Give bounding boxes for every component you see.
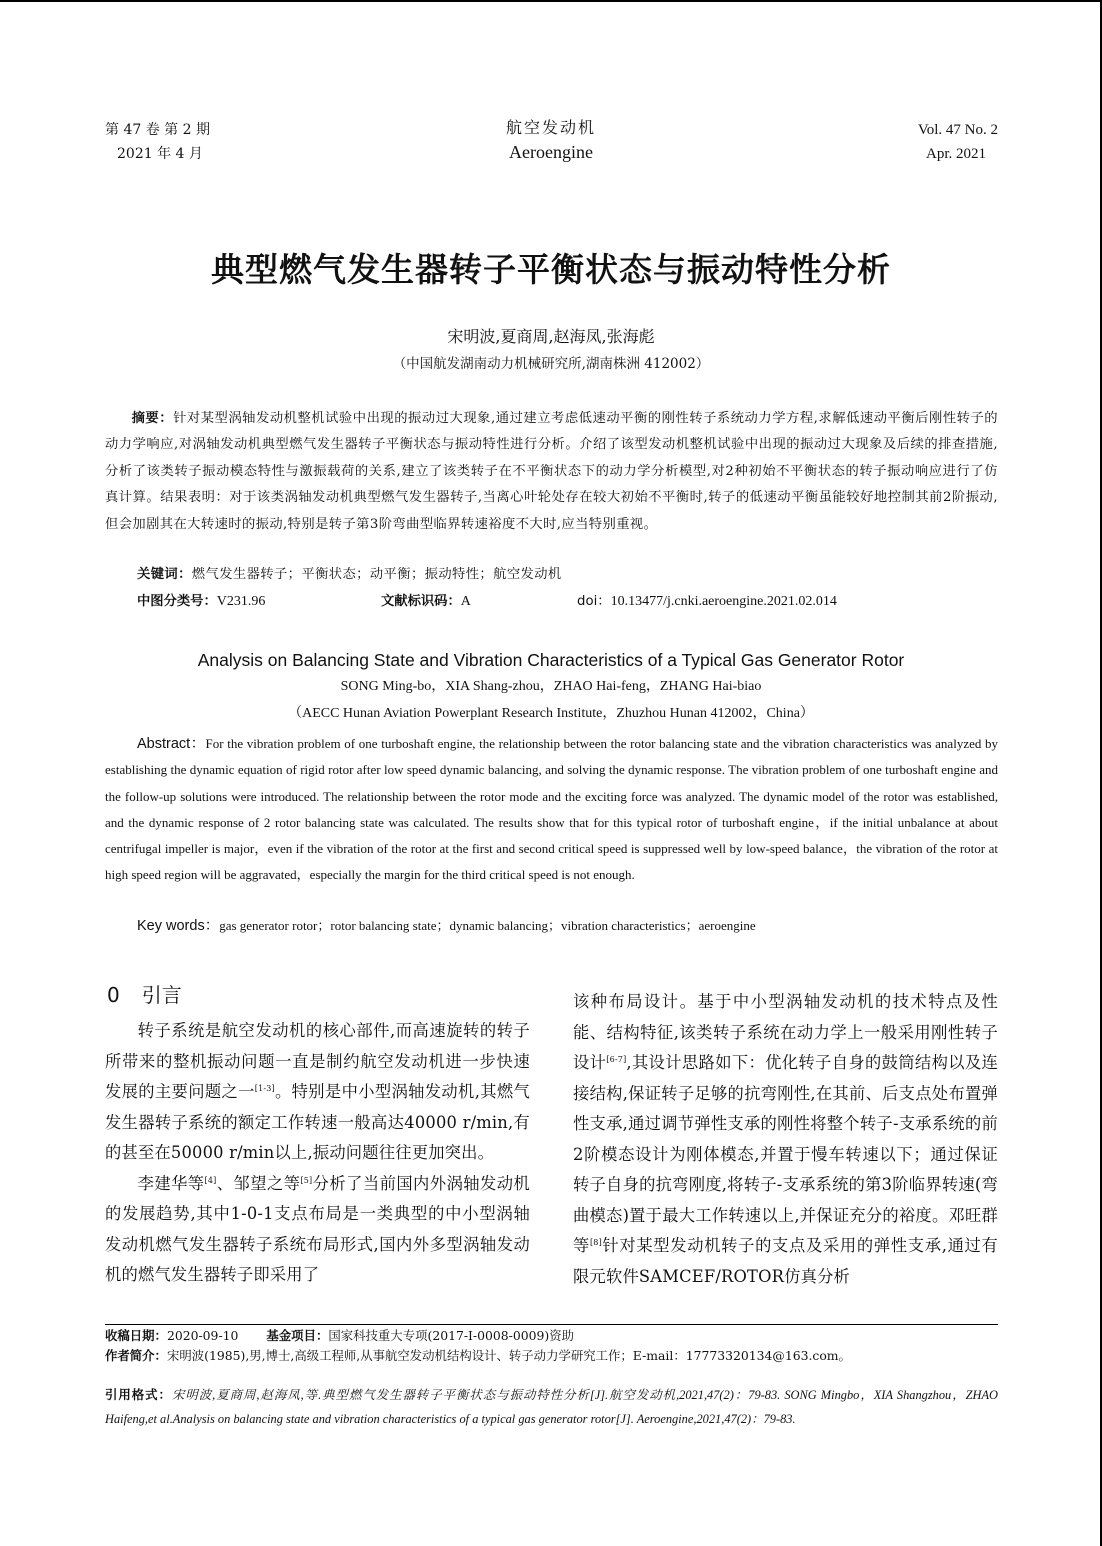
keywords-cn <box>137 562 562 588</box>
doi-value: 10.13477/j.cnki.aeroengine.2021.02.014 <box>610 594 837 609</box>
received-date: 2020-09-10 <box>166 1328 239 1343</box>
section-number: 0 <box>107 983 120 1007</box>
body-text: 李建华等 <box>137 1173 205 1193</box>
document-code-value: A <box>460 594 471 609</box>
reference-marker: [1-3] <box>254 1084 275 1093</box>
fund-text: 国家科技重大专项(2017-I-0008-0009)资助 <box>328 1328 574 1343</box>
issue-date-en: Apr. 2021 <box>926 146 986 162</box>
volume-issue-en: Vol. 47 No. 2 <box>917 122 998 138</box>
body-text: 转子系统是航空发动机的核心部件,而高速旋转的转子所带来的整机振动问题一直是制约航空发动机进一步快速发展的主要问题之一 <box>105 1021 530 1101</box>
issue-date: 2021 年 4 月 <box>117 146 203 162</box>
keywords-en-label: Key words： <box>137 918 220 934</box>
affiliation-en: （AECC Hunan Aviation Powerplant Research Institute，Zhuzhou Hunan 412002，China） <box>288 706 814 721</box>
authors-cn: 宋明波,夏商周,赵海凤,张海彪 <box>447 327 655 346</box>
citation-label: 引用格式： <box>105 1387 172 1402</box>
author-bio-text: 宋明波(1985),男,博士,高级工程师,从事航空发动机结构设计、转子动力学研究工作；E-mail：17773320134@163.com。 <box>166 1348 851 1363</box>
clc-number <box>137 589 265 615</box>
body-paragraph <box>105 1169 530 1291</box>
clc-value: V231.96 <box>216 594 266 609</box>
issue-info-en <box>918 118 998 166</box>
body-text: 、邹望之等 <box>216 1173 301 1193</box>
page-top-border <box>0 0 1102 2</box>
footnote-received-fund <box>105 1326 998 1346</box>
citation-format <box>105 1383 998 1431</box>
volume-issue: 第 47 卷 第 2 期 <box>105 122 210 138</box>
body-right-column <box>573 987 998 1292</box>
abstract-cn <box>105 406 998 538</box>
footnote-rule <box>105 1324 998 1325</box>
clc-label: 中图分类号： <box>137 594 217 609</box>
paper-title-cn: 典型燃气发生器转子平衡状态与振动特性分析 <box>211 250 891 289</box>
abstract-cn-label: 摘要： <box>131 411 174 426</box>
doi-label: doi： <box>577 594 611 609</box>
authors-en: SONG Ming-bo，XIA Shang-zhou，ZHAO Hai-feng，ZHANG Hai-biao <box>340 679 762 694</box>
document-code <box>381 589 471 615</box>
section-heading <box>107 981 182 1009</box>
body-text: 针对某型发动机转子的支点及采用的弹性支承,通过有限元软件SAMCEF/ROTOR仿真分析 <box>573 1236 998 1286</box>
paper-title-en: Analysis on Balancing State and Vibration Characteristics of a Typical Gas Generator Rotor <box>197 650 905 670</box>
keywords-en-text: gas generator rotor；rotor balancing state；dynamic balancing；vibration characteristics；aeroengine <box>219 918 756 933</box>
citation-text: 宋明波,夏商周,赵海凤,等.典型燃气发生器转子平衡状态与振动特性分析[J].航空发动机,2021,47(2)：79-83. SONG Mingbo，XIA Shangzhou，ZHAO Haifeng,et al.Analysis on balancing state and vibration characteristics of a typical gas generator rotor[J]. Aeroengine,2021,47(2)：79-83. <box>105 1388 998 1426</box>
footnote-author-bio <box>105 1346 998 1366</box>
reference-marker: [8] <box>589 1238 602 1247</box>
body-text: 该种布局设计。基于中小型涡轴发动机的技术特点及性能、结构特征,该类转子系统在动力学上一般采用刚性转子设计 <box>573 992 998 1072</box>
keywords-cn-label: 关键词： <box>137 567 192 582</box>
author-bio-label: 作者简介： <box>105 1348 167 1363</box>
body-text: ,其设计思路如下：优化转子自身的鼓筒结构以及连接结构,保证转子足够的抗弯刚性,在其前、后支点处布置弹性支承,通过调节弹性支承的刚性将整个转子-支承系统的前2阶模态设计为刚体模态,并置于慢车转速以下；通过保证转子自身的抗弯刚度,将转子-支承系统的第3阶临界转速(弯曲模态)置于最大工作转速以上,并保证充分的裕度。邓旺群等 <box>573 1053 998 1255</box>
journal-name <box>401 116 701 164</box>
abstract-en <box>105 731 998 889</box>
affiliation-cn: （中国航发湖南动力机械研究所,湖南株洲 412002） <box>392 356 710 372</box>
section-title: 引言 <box>141 983 182 1007</box>
abstract-cn-text: 针对某型涡轴发动机整机试验中出现的振动过大现象,通过建立考虑低速动平衡的刚性转子系统动力学方程,求解低速动平衡后刚性转子的动力学响应,对涡轴发动机典型燃气发生器转子平衡状态与振动特性进行分析。介绍了该型发动机整机试验中出现的振动过大现象及后续的排查措施,分析了该类转子振动模态特性与激振载荷的关系,建立了该类转子在不平衡状态下的动力学分析模型,对2种初始不平衡状态的转子振动响应进行了仿真计算。结果表明：对于该类涡轴发动机典型燃气发生器转子,当离心叶轮处存在较大初始不平衡时,转子的低速动平衡虽能较好地控制其前2阶振动,但会加剧其在大转速时的振动,特别是转子第3阶弯曲型临界转速裕度不大时,应当特别重视。 <box>105 411 998 532</box>
received-label: 收稿日期： <box>105 1328 167 1343</box>
body-paragraph <box>573 987 998 1292</box>
fund-label: 基金项目： <box>266 1328 329 1343</box>
body-paragraph <box>105 1016 530 1169</box>
body-left-column <box>105 1016 530 1291</box>
journal-name-cn: 航空发动机 <box>505 118 596 137</box>
issue-info-cn <box>105 118 210 166</box>
journal-name-en: Aeroengine <box>509 142 593 162</box>
abstract-en-label: Abstract： <box>137 736 206 752</box>
keywords-en <box>137 913 756 939</box>
reference-marker: [4] <box>204 1175 217 1185</box>
body-text: 分析了当前国内外涡轴发动机的发展趋势,其中1-0-1支点布局是一类典型的中小型涡轴发动机燃气发生器转子系统布局形式,国内外多型涡轴发动机的燃气发生器转子即采用了 <box>105 1173 530 1284</box>
reference-marker: [5] <box>300 1175 313 1185</box>
doi <box>577 589 837 615</box>
abstract-en-text: For the vibration problem of one turboshaft engine, the relationship between the rotor balancing state and the vibration characteristics was analyzed by establishing the dynamic equation of rigid rotor after low speed dynamic balancing, and solving the dynamic response. The vibration problem of one turboshaft engine and the follow-up solutions were introduced. The relationship between the rotor mode and the exciting force was analyzed. The dynamic model of the rotor was established, and the dynamic response of 2 rotor balancing state was calculated. The results show that for this typical rotor of turboshaft engine，if the initial unbalance at about centrifugal impeller is major，even if the vibration of the rotor at the first and second critical speed is suppressed well by low-speed balance，the vibration of the rotor at high speed region will be aggravated，especially the margin for the third critical speed is not enough. <box>105 736 999 883</box>
reference-marker: [6-7] <box>606 1055 627 1064</box>
document-code-label: 文献标识码： <box>381 594 461 609</box>
body-text: 。特别是中小型涡轴发动机,其燃气发生器转子系统的额定工作转速一般高达40000 r/min,有的甚至在50000 r/min以上,振动问题往往更加突出。 <box>105 1082 530 1162</box>
keywords-cn-text: 燃气发生器转子；平衡状态；动平衡；振动特性；航空发动机 <box>191 567 562 582</box>
